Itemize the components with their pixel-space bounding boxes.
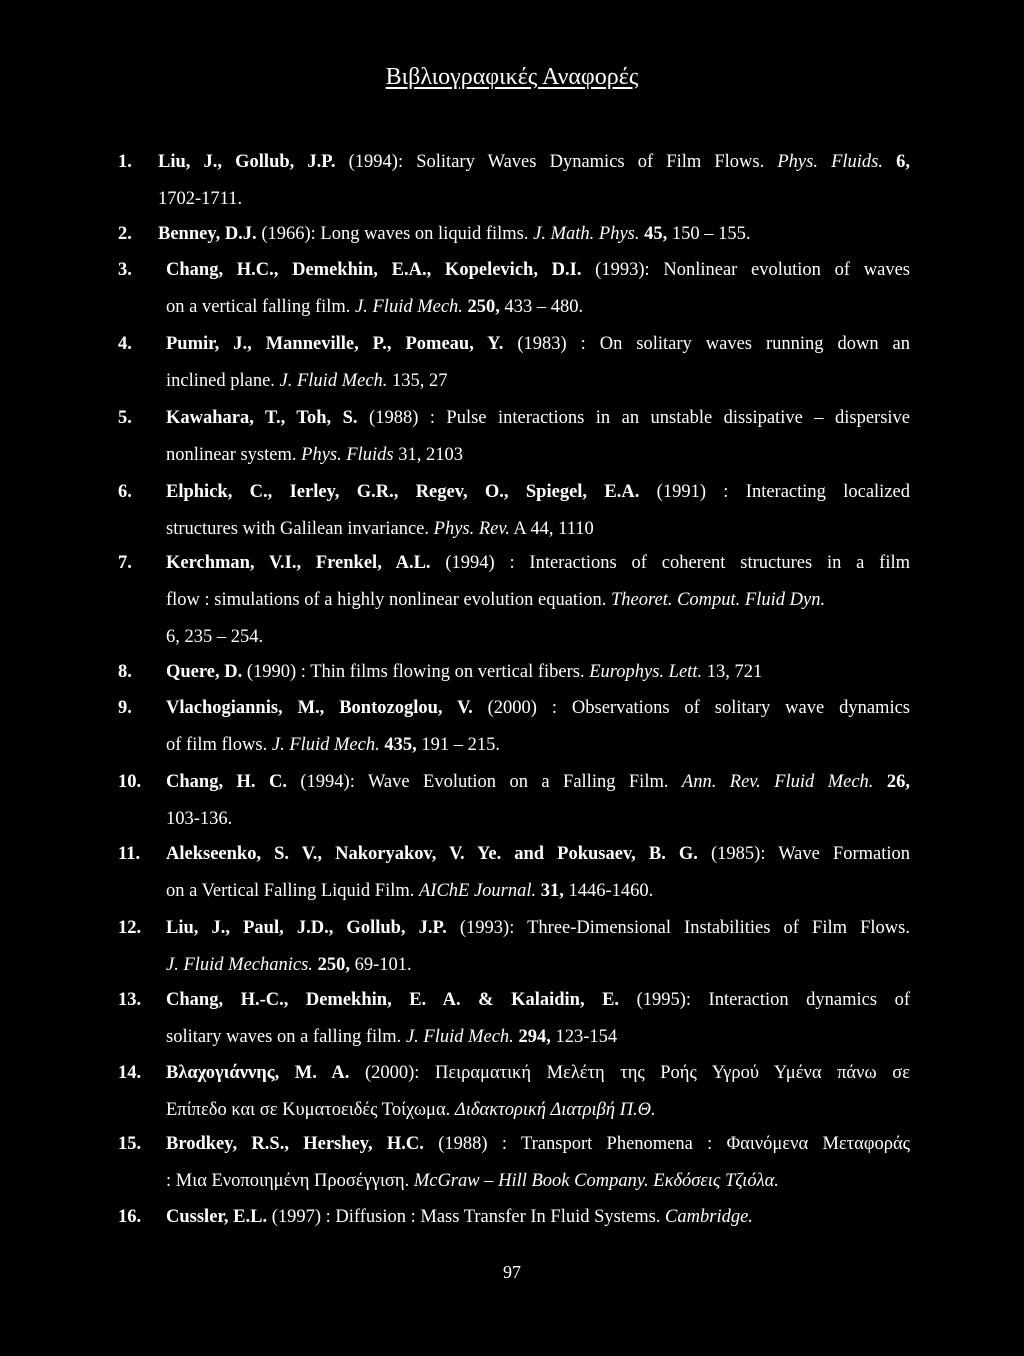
reference-authors-bold: 435, [379, 735, 417, 755]
reference-number: 4. [118, 334, 132, 354]
reference-text: 1702-1711. [158, 189, 243, 209]
reference-authors-bold: Benney, D.J. [158, 224, 257, 244]
reference-authors-bold: 31, [536, 881, 564, 901]
reference-item [118, 400, 910, 474]
reference-text: (1990) : Thin films flowing on vertical fibers. [242, 662, 590, 682]
reference-number: 1. [118, 152, 132, 172]
reference-number: 9. [118, 698, 132, 718]
reference-number: 12. [118, 918, 142, 938]
reference-text: 1446-1460. [563, 881, 654, 901]
reference-line [118, 545, 910, 582]
reference-authors-bold: Liu, J., Paul, J.D., Gollub, J.P. [166, 918, 447, 938]
reference-line [118, 400, 910, 437]
reference-number: 13. [118, 990, 142, 1010]
reference-text: nonlinear system. [166, 445, 302, 465]
reference-text: Επίπεδο και σε Κυματοειδές Τοίχωμα. [166, 1100, 455, 1120]
reference-item [118, 252, 910, 326]
reference-journal-italic: J. Fluid Mechanics. [166, 955, 313, 975]
reference-line [118, 1126, 910, 1163]
reference-line [118, 216, 910, 253]
reference-text: on a vertical falling film. [166, 297, 356, 317]
reference-text: (1988) : Pulse interactions in an unstable dissipative – dispersive [357, 408, 910, 428]
reference-journal-italic: McGraw – Hill Book Company. Εκδόσεις Τζιόλα. [413, 1171, 779, 1191]
reference-text: (1995): Interaction dynamics of [619, 990, 910, 1010]
reference-text: structures with Galilean invariance. [166, 519, 434, 539]
reference-journal-italic: J. Fluid Mech. [405, 1027, 514, 1047]
reference-authors-bold: Liu, J., Gollub, J.P. [158, 152, 336, 172]
reference-item [118, 654, 910, 691]
reference-text: 191 – 215. [416, 735, 500, 755]
reference-item [118, 1055, 910, 1129]
reference-text: 69-101. [349, 955, 412, 975]
reference-journal-italic: Phys. Fluids. [777, 152, 883, 172]
reference-item [118, 216, 910, 253]
reference-journal-italic: J. Math. Phys. [533, 224, 640, 244]
reference-journal-italic: Ann. Rev. Fluid Mech. [681, 772, 874, 792]
reference-number: 6. [118, 482, 132, 502]
reference-journal-italic: J. Fluid Mech. [355, 297, 463, 317]
reference-line [118, 144, 910, 181]
reference-authors-bold: 250, [312, 955, 350, 975]
reference-journal-italic: Phys. Rev. [433, 519, 510, 539]
reference-authors-bold: 26, [873, 772, 910, 792]
reference-authors-bold: 250, [462, 297, 500, 317]
reference-text: flow : simulations of a highly nonlinear evolution equation. [166, 590, 611, 610]
reference-number: 10. [118, 772, 142, 792]
reference-text: (1966): Long waves on liquid films. [256, 224, 534, 244]
reference-line [118, 654, 910, 691]
reference-journal-italic: Cambridge. [665, 1207, 753, 1227]
reference-item [118, 326, 910, 400]
reference-line [118, 727, 910, 764]
page-number: 97 [503, 1262, 521, 1282]
reference-item [118, 764, 910, 838]
reference-text: (1994) : Interactions of coherent structures in a film [430, 553, 910, 573]
page-title: Βιβλιογραφικές Αναφορές [385, 64, 639, 90]
reference-line [118, 437, 910, 474]
reference-item [118, 545, 910, 656]
reference-authors-bold: 294, [513, 1027, 551, 1047]
reference-text: (1994): Wave Evolution on a Falling Film. [286, 772, 682, 792]
reference-authors-bold: Brodkey, R.S., Hershey, H.C. [166, 1134, 424, 1154]
reference-authors-bold: Cussler, E.L. [166, 1207, 268, 1227]
reference-item [118, 474, 910, 548]
reference-item [118, 1199, 910, 1236]
reference-text: inclined plane. [166, 371, 280, 391]
reference-item [118, 690, 910, 764]
reference-text: : Μια Ενοποιημένη Προσέγγιση. [166, 1171, 414, 1191]
reference-journal-italic: J. Fluid Mech. [271, 735, 380, 755]
reference-line [118, 982, 910, 1019]
reference-authors-bold: Chang, H.C., Demekhin, E.A., Kopelevich, D.I. [166, 260, 582, 280]
reference-authors-bold: Chang, H. C. [166, 772, 287, 792]
reference-authors-bold: 6, [882, 152, 910, 172]
reference-line [118, 910, 910, 947]
reference-text: (1985): Wave Formation [697, 844, 911, 864]
reference-number: 5. [118, 408, 132, 428]
reference-line [118, 690, 910, 727]
reference-authors-bold: Alekseenko, S. V., Nakoryakov, V. Ye. and Pokusaev, B. G. [166, 844, 698, 864]
reference-line [118, 1199, 910, 1236]
reference-text: 103-136. [166, 809, 233, 829]
reference-line [118, 511, 910, 548]
reference-journal-italic: Theoret. Comput. Fluid Dyn. [610, 590, 826, 610]
reference-item [118, 910, 910, 984]
reference-authors-bold: Chang, H.-C., Demekhin, E. A. & Kalaidin, E. [166, 990, 620, 1010]
reference-line [118, 289, 910, 326]
reference-number: 15. [118, 1134, 142, 1154]
reference-item [118, 982, 910, 1056]
reference-text: (1993): Nonlinear evolution of waves [581, 260, 910, 280]
reference-text: A 44, 1110 [509, 519, 594, 539]
reference-item [118, 144, 910, 218]
reference-line [118, 1163, 910, 1200]
reference-text: of film flows. [166, 735, 272, 755]
reference-line [118, 252, 910, 289]
reference-journal-italic: Europhys. Lett. [589, 662, 703, 682]
reference-number: 8. [118, 662, 132, 682]
reference-journal-italic: AIChE Journal. [418, 881, 537, 901]
reference-journal-italic: Phys. Fluids [301, 445, 394, 465]
reference-text: (2000): Πειραματική Μελέτη της Ροής Υγρού Υμένα πάνω σε [349, 1063, 910, 1083]
reference-line [118, 873, 910, 910]
reference-number: 3. [118, 260, 132, 280]
reference-text: 150 – 155. [667, 224, 751, 244]
reference-line [118, 836, 910, 873]
reference-text: (1983) : On solitary waves running down an [503, 334, 910, 354]
reference-text: 31, 2103 [393, 445, 464, 465]
reference-line [118, 947, 910, 984]
reference-journal-italic: Διδακτορική Διατριβή Π.Θ. [454, 1100, 656, 1120]
reference-line [118, 1019, 910, 1056]
reference-line [118, 582, 910, 619]
reference-item [118, 1126, 910, 1200]
reference-line [118, 619, 910, 656]
reference-number: 2. [118, 224, 132, 244]
reference-authors-bold: Elphick, C., Ierley, G.R., Regev, O., Spiegel, E.A. [166, 482, 640, 502]
reference-number: 16. [118, 1207, 142, 1227]
reference-text: 13, 721 [702, 662, 763, 682]
reference-line [118, 764, 910, 801]
reference-text: 123-154 [550, 1027, 618, 1047]
reference-authors-bold: Βλαχογιάννης, Μ. Α. [166, 1063, 350, 1083]
reference-line [118, 326, 910, 363]
reference-text: (2000) : Observations of solitary wave dynamics [472, 698, 910, 718]
reference-number: 7. [118, 553, 132, 573]
reference-authors-bold: Vlachogiannis, M., Bontozoglou, V. [166, 698, 473, 718]
reference-text: (1991) : Interacting localized [639, 482, 910, 502]
reference-text: on a Vertical Falling Liquid Film. [166, 881, 419, 901]
reference-authors-bold: Quere, D. [166, 662, 243, 682]
reference-item [118, 836, 910, 910]
reference-text: 6, 235 – 254. [166, 627, 264, 647]
reference-authors-bold: Kawahara, T., Toh, S. [166, 408, 358, 428]
reference-line [118, 1092, 910, 1129]
reference-text: 135, 27 [387, 371, 448, 391]
reference-text: 433 – 480. [499, 297, 584, 317]
reference-line [118, 1055, 910, 1092]
reference-line [118, 181, 910, 218]
reference-text: (1994): Solitary Waves Dynamics of Film Flows. [335, 152, 778, 172]
reference-number: 14. [118, 1063, 142, 1083]
reference-text: (1993): Three-Dimensional Instabilities of Film Flows. [446, 918, 910, 938]
reference-line [118, 474, 910, 511]
reference-line [118, 363, 910, 400]
reference-number: 11. [118, 844, 141, 864]
reference-text: (1997) : Diffusion : Mass Transfer In Fluid Systems. [267, 1207, 666, 1227]
reference-text: solitary waves on a falling film. [166, 1027, 406, 1047]
reference-line [118, 801, 910, 838]
reference-authors-bold: Pumir, J., Manneville, P., Pomeau, Y. [166, 334, 504, 354]
reference-authors-bold: 45, [639, 224, 668, 244]
reference-authors-bold: Kerchman, V.I., Frenkel, A.L. [166, 553, 431, 573]
reference-text: (1988) : Transport Phenomena : Φαινόμενα Μεταφοράς [423, 1134, 910, 1154]
reference-journal-italic: J. Fluid Mech. [279, 371, 388, 391]
